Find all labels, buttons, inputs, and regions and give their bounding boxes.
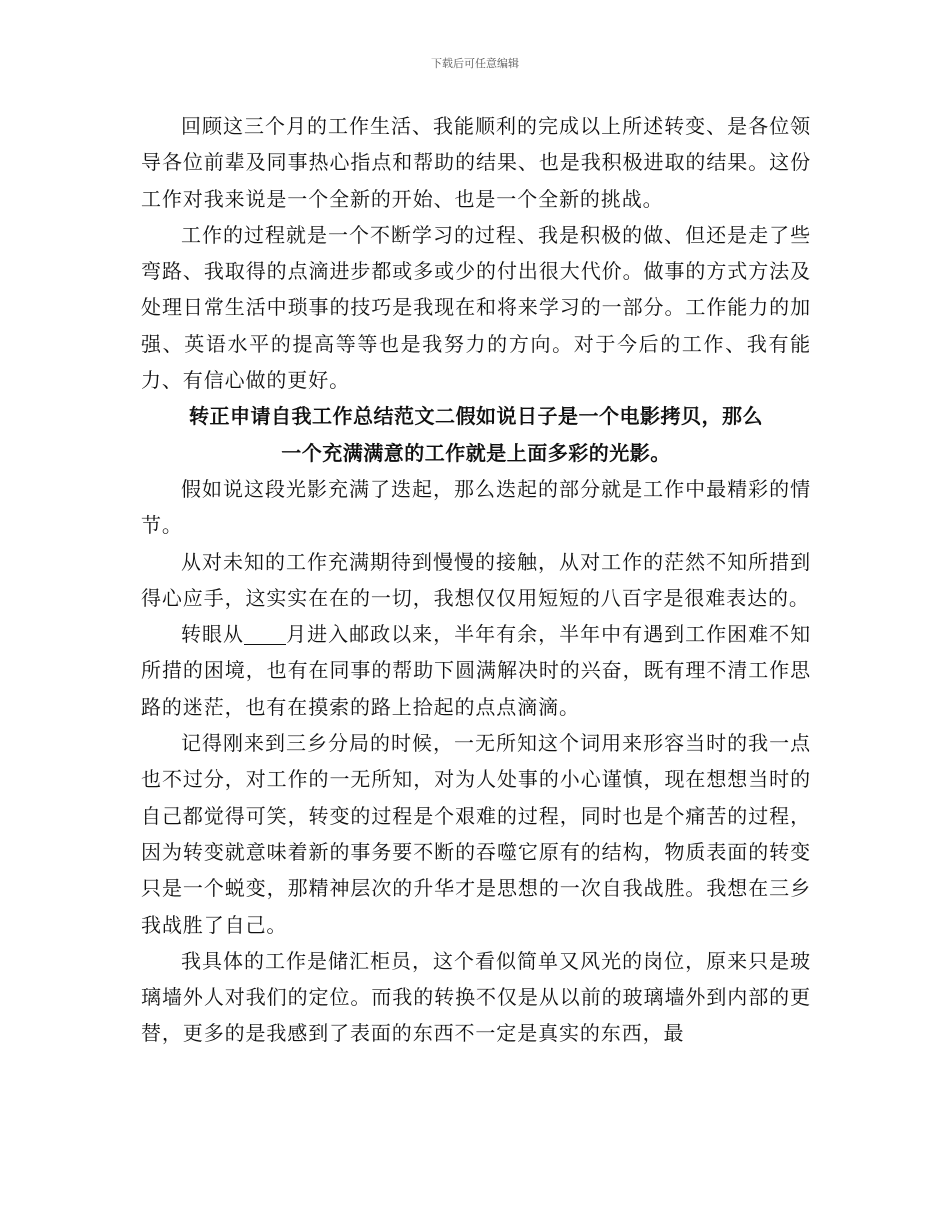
paragraph: 工作的过程就是一个不断学习的过程、我是积极的做、但还是走了些弯路、我取得的点滴进步都或多或少的付出很大代价。做事的方式方法及处理日常生活中琐事的技巧是我现在和将来学习的一部分。工作能力的加强、英语水平的提高等等也是我努力的方向。对于今后的工作、我有能力、有信心做的更好。 — [141, 222, 811, 393]
document-body — [141, 108, 811, 1052]
page-header: 下载后可任意编辑 — [431, 57, 519, 70]
section-heading — [141, 398, 811, 471]
paragraph — [141, 616, 811, 725]
heading-line: 一个充满满意的工作就是上面多彩的光影。 — [281, 440, 671, 465]
fill-in-blank — [244, 624, 286, 645]
paragraph: 回顾这三个月的工作生活、我能顺利的完成以上所述转变、是各位领导各位前辈及同事热心指点和帮助的结果、也是我积极进取的结果。这份工作对我来说是一个全新的开始、也是一个全新的挑战。 — [141, 114, 811, 211]
paragraph: 假如说这段光影充满了迭起，那么迭起的部分就是工作中最精彩的情节。 — [141, 476, 811, 538]
paragraph-text: 转眼从 — [181, 622, 244, 647]
paragraph: 记得刚来到三乡分局的时候，一无所知这个词用来形容当时的我一点也不过分，对工作的一无所知，对为人处事的小心谨慎，现在想想当时的自己都觉得可笑，转变的过程是个艰难的过程，同时也是个痛苦的过程，因为转变就意味着新的事务要不断的吞噬它原有的结构，物质表面的转变只是一个蜕变，那精神层次的升华才是思想的一次自我战胜。我想在三乡我战胜了自己。 — [141, 731, 811, 937]
paragraph: 从对未知的工作充满期待到慢慢的接触，从对工作的茫然不知所措到得心应手，这实实在在的一切，我想仅仅用短短的八百字是很难表达的。 — [141, 549, 811, 610]
paragraph-text: 月进入邮政以来，半年有余，半年中有遇到工作困难不知所措的困境，也有在同事的帮助下圆满解决时的兴奋，既有理不清工作思路的迷茫，也有在摸索的路上拾起的点点滴滴。 — [141, 622, 811, 719]
paragraph: 我具体的工作是储汇柜员，这个看似简单又风光的岗位，原来只是玻璃墙外人对我们的定位。而我的转换不仅是从以前的玻璃墙外到内部的更替，更多的是我感到了表面的东西不一定是真实的东西，最 — [141, 948, 811, 1046]
heading-line: 转正申请自我工作总结范文二假如说日子是一个电影拷贝，那么 — [189, 404, 763, 429]
